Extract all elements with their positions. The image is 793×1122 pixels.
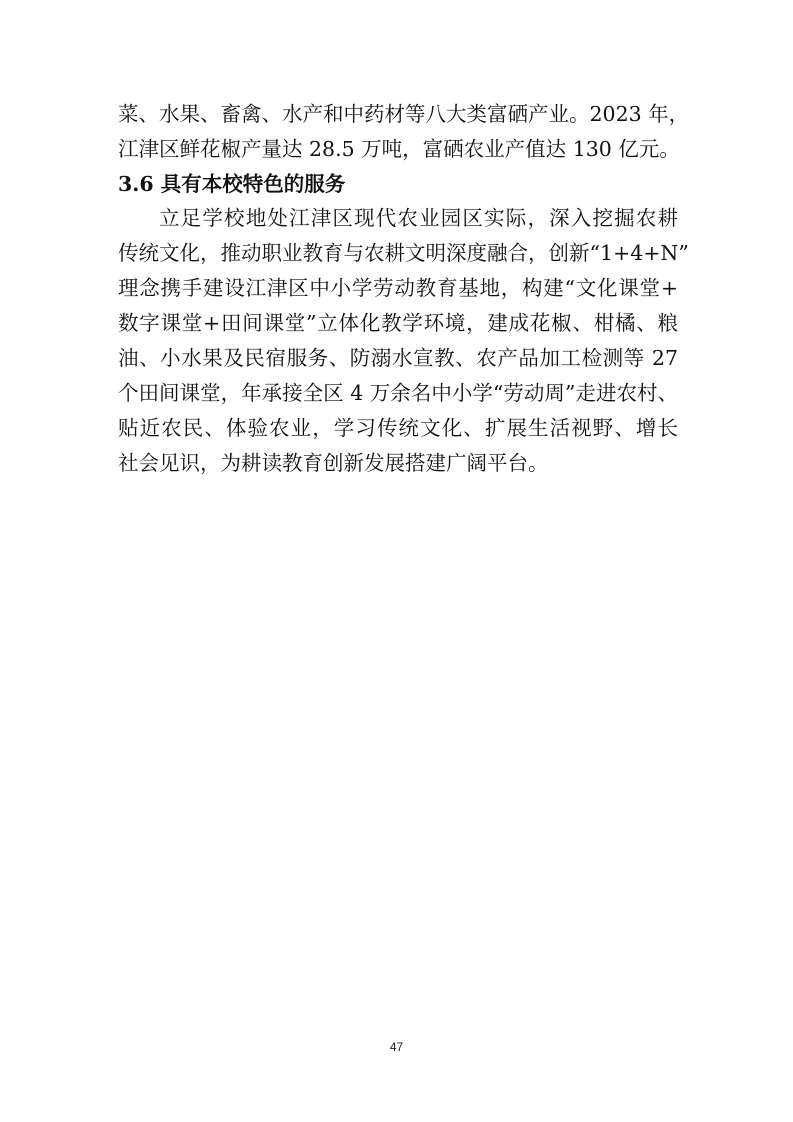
section-paragraph [118, 201, 689, 481]
paragraph-line: 理念携手建设江津区中小学劳动教育基地，构建“文化课堂+ [118, 276, 678, 300]
page-number: 47 [389, 1040, 404, 1054]
paragraph-line: 个田间课堂，年承接全区 4 万余名中小学“劳动周”走进农村、 [118, 381, 678, 405]
paragraph-line: 社会见识，为耕读教育创新发展搭建广阔平台。 [118, 451, 549, 475]
paragraph-line: 传统文化，推动职业教育与农耕文明深度融合，创新“1+4+N” [118, 241, 689, 265]
paragraph-line: 立足学校地处江津区现代农业园区实际，深入挖掘农耕 [159, 206, 678, 230]
paragraph-line: 数字课堂+田间课堂”立体化教学环境，建成花椒、柑橘、粮 [118, 311, 678, 335]
paragraph-line: 菜、水果、畜禽、水产和中药材等八大类富硒产业。2023 年， [118, 102, 690, 126]
paragraph-line: 江津区鲜花椒产量达 28.5 万吨，富硒农业产值达 130 亿元。 [118, 137, 680, 161]
paragraph-line: 油、小水果及民宿服务、防溺水宣教、农产品加工检测等 27 [118, 346, 678, 370]
section-heading: 3.6 具有本校特色的服务 [118, 172, 346, 196]
paragraph-line: 贴近农民、体验农业，学习传统文化、扩展生活视野、增长 [118, 416, 678, 440]
intro-paragraph [118, 97, 690, 167]
